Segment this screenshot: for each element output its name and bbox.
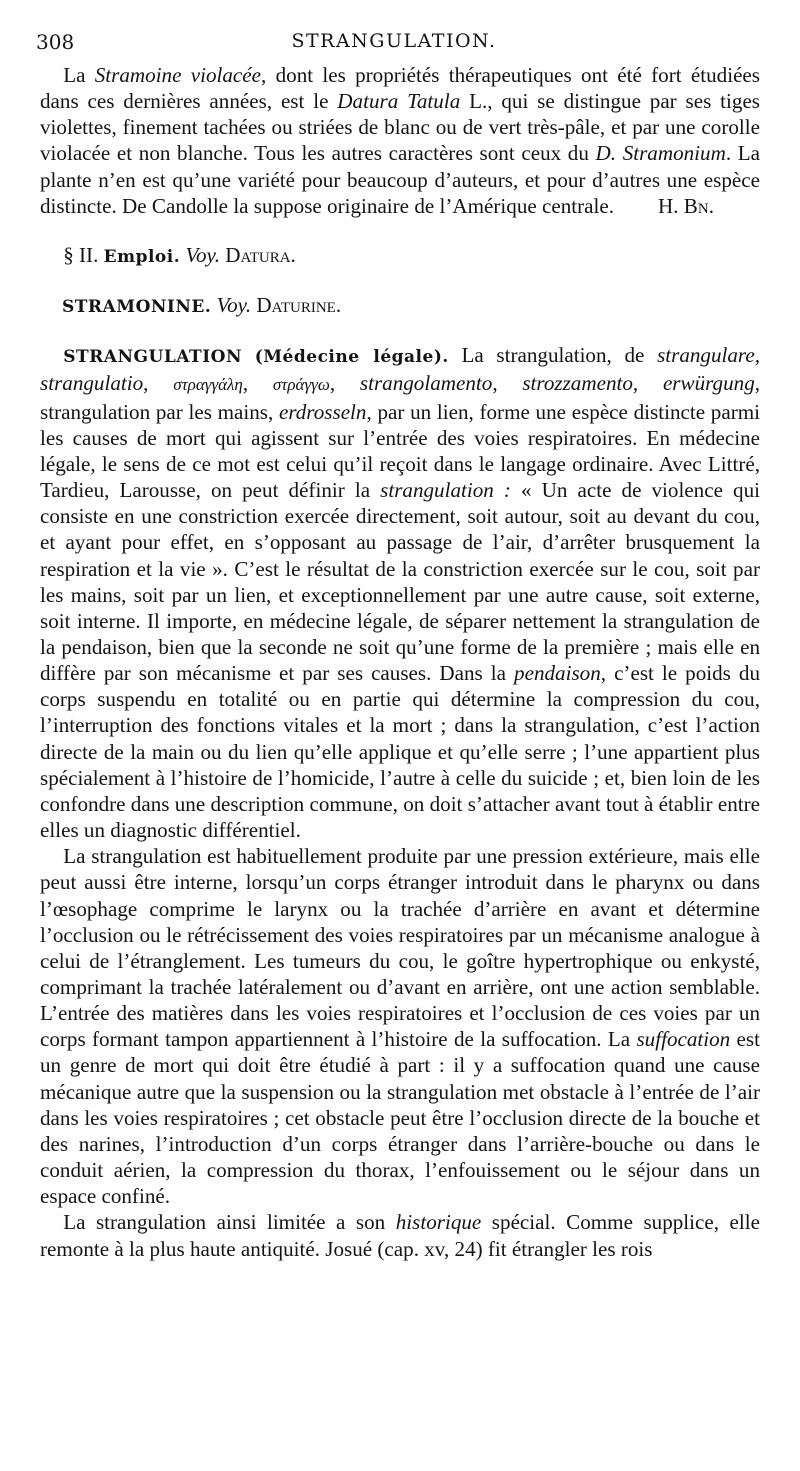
body-text xyxy=(40,62,760,1262)
voy-ref: Voy. xyxy=(216,293,252,318)
strangulation-paragraph-1 xyxy=(40,342,760,843)
page-number: 308 xyxy=(36,30,75,54)
italic-term: strozzamento xyxy=(522,371,633,396)
text-run: La xyxy=(63,63,95,87)
text-run: , dont les propriétés thérapeutiques ont été fort étudiées dans ces dernières années, est le xyxy=(40,63,760,114)
text-run: , strangulation par les mains, xyxy=(40,371,761,424)
italic-term: Datura Tatula xyxy=(337,89,461,114)
cross-reference: Datura. xyxy=(225,242,296,267)
greek-term: στράγγω xyxy=(272,375,330,395)
greek-term: στραγγάλη xyxy=(173,375,243,395)
section-label: Emploi. xyxy=(103,246,181,267)
italic-term: Stramoine violacée xyxy=(94,63,262,87)
entry-headword: STRANGULATION xyxy=(63,347,242,368)
entry-subtitle: (Médecine légale). xyxy=(254,347,449,368)
emploi-line xyxy=(40,242,760,270)
italic-term: erdrosseln xyxy=(278,399,367,424)
text-run: La strangulation, de xyxy=(448,343,658,368)
stramoine-paragraph xyxy=(40,62,760,219)
italic-term: strangulare, strangulatio xyxy=(40,343,760,396)
text-run: . La plante n’en est qu’une variété pour beaucoup d’auteurs, et pour d’autres une espèce distincte. De Candolle la suppose originaire de l’Amérique centrale. xyxy=(40,141,760,218)
stramonine-entry xyxy=(40,292,760,320)
italic-term: erwürgung xyxy=(662,371,755,396)
italic-term: pendaison xyxy=(514,661,601,686)
text-run: La strangulation est habituellement produite par une pression extérieure, mais elle peut aussi être interne, lorsqu’un corps étranger introduit dans le pharynx ou dans l’œsophage comprime le larynx ou la trachée d’arrière en avant et détermine l’occlusion ou le rétrécissement des voies respiratoires par un mécanisme analogue à celui de l’étranglement. Les tumeurs du cou, le goître hypertrophique ou enkysté, comprimant la trachée latéralement ou d’avant en arrière, ont une action semblable. L’entrée des matières dans les voies respiratoires et l’occlusion de ces voies par un corps formant tampon appartiennent à l’histoire de la suffocation. La xyxy=(40,844,760,1052)
text-run: L., qui se distingue par ses tiges violettes, finement tachées ou striées de blanc ou de vert très-pâle, et par une corolle violacée et non blanche. Tous les autres caractères sont ceux du xyxy=(40,89,761,166)
entry-headword: STRAMONINE. xyxy=(62,297,212,318)
italic-term: D. Stramonium xyxy=(595,141,726,166)
italic-term: strangolamento xyxy=(359,371,493,396)
text-run: , par un lien, forme une espèce distincte parmi les causes de mort qui agissent sur l’entrée des voies respiratoires. En médecine légale, le sens de ce mot est celui qu’il reçoit dans le langage ordinaire. Avec Littré, Tardieu, Larousse, on peut définir la xyxy=(40,399,760,503)
italic-term: historique xyxy=(395,1210,482,1235)
italic-term: strangulation : xyxy=(380,478,511,503)
text-run: est un genre de mort qui doit être étudié à part : il y a suffocation quand une cause mécanique autre que la suspension ou la strangulation met obstacle à l’entrée de l’air dans les voies respiratoires ; cet obstacle peut être l’occlusion directe de la bouche et des narines, l’introduction d’un corps étranger dans l’arrière-bouche ou dans le conduit aérien, la compression du thorax, l’enfouissement ou le séjour dans un espace confiné. xyxy=(40,1027,760,1209)
running-title: STRANGULATION. xyxy=(291,30,497,52)
text-run: , xyxy=(143,371,174,396)
strangulation-paragraph-3 xyxy=(40,1209,760,1261)
italic-term: suffocation xyxy=(636,1027,731,1052)
text-run: , c’est le poids du corps suspendu en totalité ou en partie qui détermine la compression du cou, l’interruption des fonctions vitales et la mort ; dans la strangulation, c’est l’action directe de la main ou du lien qu’elle applique et qu’elle serre ; l’une appartient plus spécialement à l’histoire de l’homicide, l’autre à celle du suicide ; et, bien loin de les confondre dans une description commune, on doit s’attacher avant tout à établir entre elles un diagnostic différentiel. xyxy=(40,661,760,843)
section-number: § II. xyxy=(63,242,99,267)
text-run: , xyxy=(329,371,360,396)
text-run: spécial. Comme supplice, elle remonte à la plus haute antiquité. Josué (cap. xv, 24) fit étrangler les rois xyxy=(40,1210,760,1261)
text-run: , xyxy=(492,371,523,396)
text-run: « Un acte de violence qui consiste en une constriction exercée directement, soit autour, soit au devant du cou, et ayant pour effet, en s’opposant au passage de l’air, d’arrêter brusquement la respiration et la vie ». C’est le résultat de la constriction exercée sur le cou, soit par les mains, soit par un lien, et exceptionnellement par une autre cause, soit externe, soit interne. Il importe, en médecine légale, de séparer nettement la strangulation de la pendaison, bien que la seconde ne soit qu’une forme de la première ; mais elle en diffère par son mécanisme et par ses causes. Dans la xyxy=(40,478,760,686)
text-run: , xyxy=(632,371,663,396)
text-run: La strangulation ainsi limitée a son xyxy=(63,1210,396,1235)
author-signature: H. Bn. xyxy=(658,193,714,218)
voy-ref: Voy. xyxy=(185,242,221,267)
page-header xyxy=(36,30,752,58)
cross-reference: Daturine. xyxy=(256,293,342,318)
text-run: , xyxy=(242,371,273,396)
strangulation-paragraph-2 xyxy=(40,843,760,1209)
